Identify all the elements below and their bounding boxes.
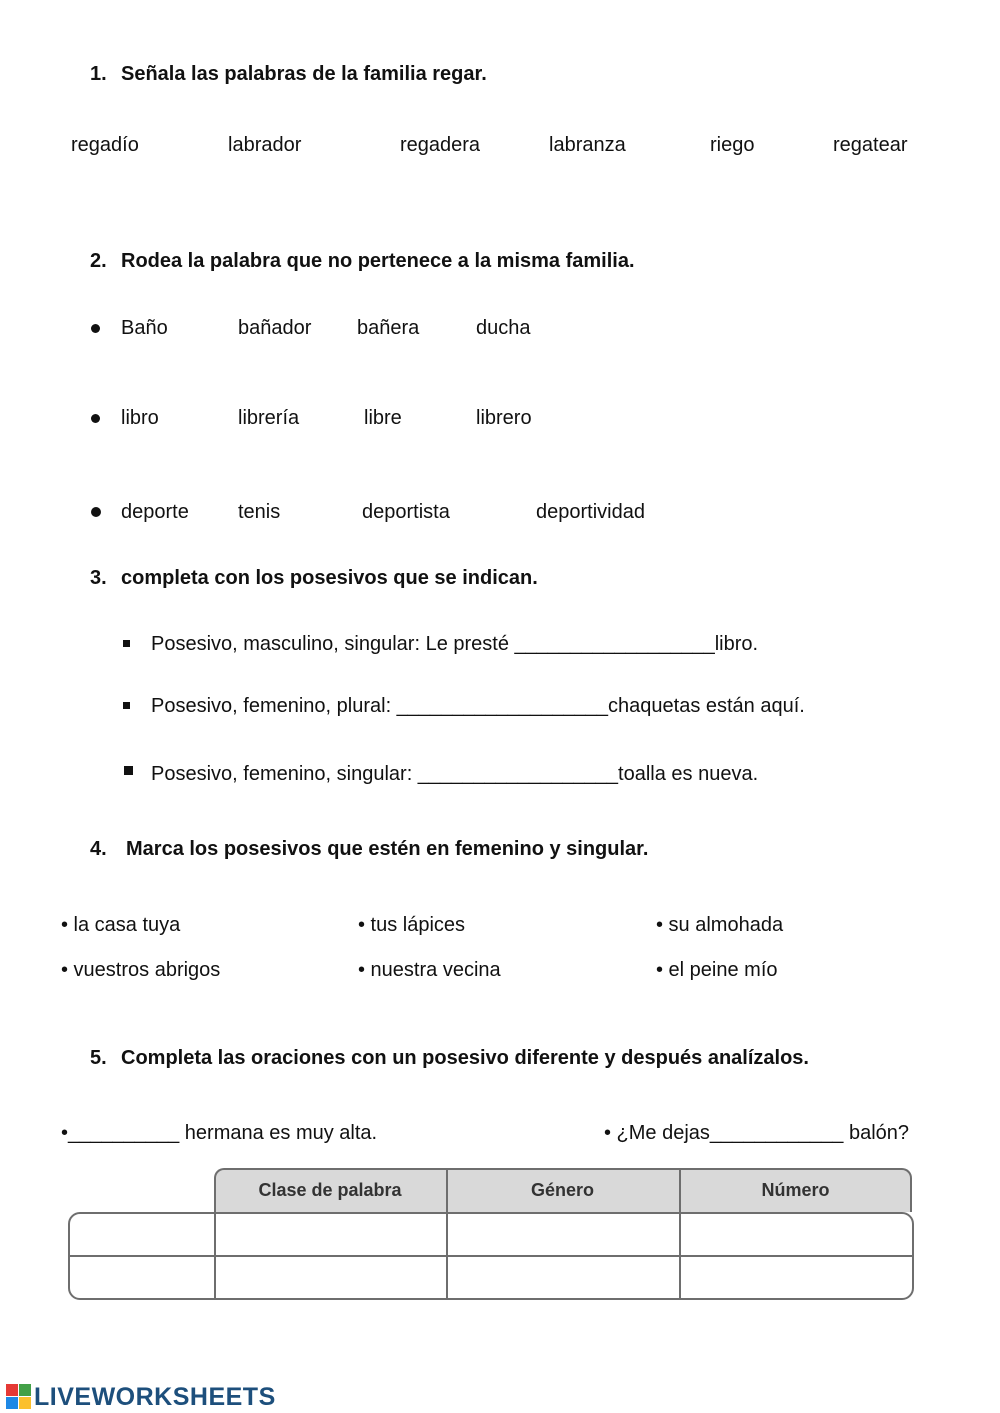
word-option[interactable]: libro bbox=[121, 407, 159, 429]
word-option[interactable]: regatear bbox=[833, 134, 908, 156]
fill-in-sentence[interactable]: • ¿Me dejas____________ balón? bbox=[604, 1122, 910, 1144]
question-4-number: 4. bbox=[90, 838, 107, 860]
table-cell[interactable] bbox=[70, 1214, 214, 1255]
question-1-number: 1. bbox=[90, 63, 107, 85]
bullet-icon bbox=[91, 414, 100, 423]
word-option[interactable]: ducha bbox=[476, 317, 531, 339]
bullet-icon bbox=[91, 507, 101, 517]
question-2-number: 2. bbox=[90, 250, 107, 272]
word-option[interactable]: librería bbox=[238, 407, 300, 429]
word-option[interactable]: riego bbox=[710, 134, 755, 156]
table-cell[interactable] bbox=[681, 1214, 912, 1255]
bullet-icon bbox=[91, 324, 100, 333]
word-option[interactable]: tenis bbox=[238, 501, 281, 523]
table-cell[interactable] bbox=[216, 1257, 446, 1298]
table-cell[interactable] bbox=[448, 1214, 679, 1255]
square-bullet-icon bbox=[123, 702, 130, 709]
word-option[interactable]: regadera bbox=[400, 134, 481, 156]
fill-in-sentence[interactable]: Posesivo, femenino, singular: __________________toalla es nueva. bbox=[151, 763, 759, 785]
question-2-title: Rodea la palabra que no pertenece a la misma familia. bbox=[121, 250, 635, 272]
question-3-number: 3. bbox=[90, 567, 107, 589]
word-option[interactable]: deporte bbox=[121, 501, 189, 523]
word-option[interactable]: labranza bbox=[549, 134, 626, 156]
possessive-option[interactable]: • su almohada bbox=[656, 914, 784, 936]
word-option[interactable]: deportividad bbox=[536, 501, 645, 523]
fill-in-sentence[interactable]: Posesivo, masculino, singular: Le presté __________________libro. bbox=[151, 633, 759, 655]
table-cell[interactable] bbox=[448, 1257, 679, 1298]
possessive-option[interactable]: • vuestros abrigos bbox=[61, 959, 221, 981]
fill-in-sentence[interactable]: •__________ hermana es muy alta. bbox=[61, 1122, 378, 1144]
table-header-numero: Número bbox=[761, 1180, 830, 1200]
table-header-genero: Género bbox=[530, 1180, 595, 1200]
question-3-title: completa con los posesivos que se indican. bbox=[121, 567, 538, 589]
question-1-title: Señala las palabras de la familia regar. bbox=[121, 63, 487, 85]
word-option[interactable]: bañador bbox=[238, 317, 312, 339]
word-option[interactable]: labrador bbox=[228, 134, 302, 156]
question-5-title: Completa las oraciones con un posesivo diferente y después analízalos. bbox=[121, 1047, 809, 1069]
square-bullet-icon bbox=[124, 766, 133, 775]
word-option[interactable]: bañera bbox=[357, 317, 420, 339]
logo-blocks-icon bbox=[6, 1384, 32, 1410]
fill-in-sentence[interactable]: Posesivo, femenino, plural: ___________________chaquetas están aquí. bbox=[151, 695, 805, 717]
possessive-option[interactable]: • tus lápices bbox=[358, 914, 466, 936]
question-4-title: Marca los posesivos que estén en femenino y singular. bbox=[126, 838, 649, 860]
word-option[interactable]: deportista bbox=[362, 501, 450, 523]
liveworksheets-logo bbox=[6, 1382, 276, 1412]
possessive-option[interactable]: • el peine mío bbox=[656, 959, 778, 981]
square-bullet-icon bbox=[123, 640, 130, 647]
analysis-table bbox=[68, 1168, 914, 1300]
word-option[interactable]: libre bbox=[364, 407, 402, 429]
question-5-number: 5. bbox=[90, 1047, 107, 1069]
possessive-option[interactable]: • la casa tuya bbox=[61, 914, 181, 936]
table-cell[interactable] bbox=[70, 1257, 214, 1298]
table-cell[interactable] bbox=[681, 1257, 912, 1298]
word-option[interactable]: librero bbox=[476, 407, 532, 429]
word-option[interactable]: Baño bbox=[121, 317, 168, 339]
table-cell[interactable] bbox=[216, 1214, 446, 1255]
logo-text: LIVEWORKSHEETS bbox=[34, 1383, 276, 1411]
word-option[interactable]: regadío bbox=[71, 134, 139, 156]
possessive-option[interactable]: • nuestra vecina bbox=[358, 959, 501, 981]
table-header-clase: Clase de palabra bbox=[258, 1180, 402, 1200]
